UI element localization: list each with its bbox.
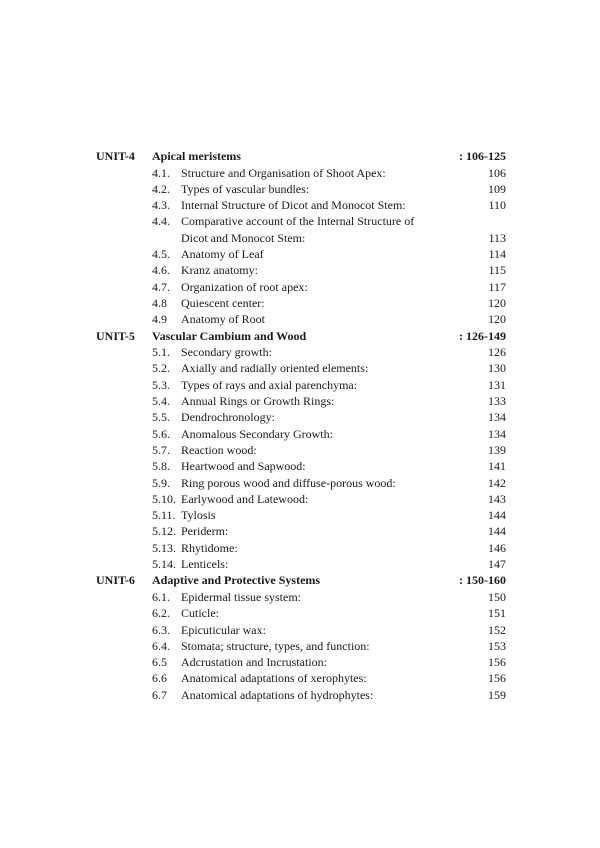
entry-title: Anatomical adaptations of xerophytes: [181, 671, 367, 686]
entry-title: Epicuticular wax: [181, 622, 266, 637]
entry-title: Quiescent center: [181, 295, 265, 310]
entry-title: Dendrochronology: [181, 410, 275, 425]
table-of-contents [96, 148, 506, 703]
unit-title: Adaptive and Protective Systems [152, 573, 321, 588]
entry-page: 147 [488, 557, 506, 572]
unit-section [96, 572, 506, 703]
entry-number: 6.1. [152, 589, 170, 604]
entry-page: 109 [488, 181, 506, 196]
entry-number: 5.10. [152, 491, 176, 506]
entry-title: Kranz anatomy: [181, 263, 258, 278]
toc-entry [96, 491, 506, 507]
entry-page: 130 [488, 361, 506, 376]
entry-title: Types of rays and axial parenchyma: [181, 377, 358, 392]
toc-entry [96, 442, 506, 458]
toc-entry [96, 393, 506, 409]
unit-heading [96, 572, 506, 589]
toc-entry [96, 409, 506, 425]
entry-page: 131 [488, 377, 506, 392]
entry-number: 5.7. [152, 442, 170, 457]
toc-entry [96, 295, 506, 311]
toc-entry [96, 165, 506, 181]
entry-page: 106 [488, 165, 506, 180]
entry-title: Anatomy of Root [181, 312, 265, 327]
entry-title: Epidermal tissue system: [181, 589, 301, 604]
entry-title: Annual Rings or Growth Rings: [181, 394, 335, 409]
entry-page: 152 [488, 622, 506, 637]
entry-number: 5.3. [152, 377, 170, 392]
toc-entry [96, 556, 506, 572]
entry-title: Organization of root apex: [181, 279, 308, 294]
entry-title: Ring porous wood and diffuse-porous wood: [181, 475, 396, 490]
entry-number: 5.1. [152, 345, 170, 360]
entry-page: 153 [488, 638, 506, 653]
entry-number: 6.3. [152, 622, 170, 637]
entry-number: 5.6. [152, 426, 170, 441]
entry-number: 4.1. [152, 165, 170, 180]
toc-entry [96, 181, 506, 197]
entry-number: 5.9. [152, 475, 170, 490]
entry-title: Earlywood and Latewood: [181, 491, 309, 506]
toc-entry [96, 638, 506, 654]
entry-title: Types of vascular bundles: [181, 181, 310, 196]
unit-section [96, 148, 506, 328]
toc-entry [96, 654, 506, 670]
entry-title: Comparative account of the Internal Structure of [181, 214, 415, 229]
unit-range: : 150-160 [459, 573, 506, 588]
toc-entry [96, 344, 506, 360]
entry-number: 4.5. [152, 247, 170, 262]
entry-number: 5.12. [152, 524, 176, 539]
entry-page: 134 [488, 410, 506, 425]
unit-range: : 126-149 [459, 328, 506, 343]
entry-number: 4.9 [152, 312, 167, 327]
unit-label: UNIT-6 [96, 573, 135, 588]
entry-title: Anatomical adaptations of hydrophytes: [181, 687, 374, 702]
entry-number: 6.6 [152, 671, 167, 686]
entry-page: 151 [488, 606, 506, 621]
entry-number: 6.2. [152, 606, 170, 621]
entry-number: 4.6. [152, 263, 170, 278]
entry-page: 159 [488, 687, 506, 702]
entry-page: 141 [488, 459, 506, 474]
toc-entry [96, 622, 506, 638]
entry-number: 4.2. [152, 181, 170, 196]
entry-title: Rhytidome: [181, 540, 238, 555]
entry-title: Secondary growth: [181, 345, 272, 360]
entry-page: 143 [488, 491, 506, 506]
toc-entry [96, 670, 506, 686]
entry-page: 139 [488, 442, 506, 457]
entry-number: 5.8. [152, 459, 170, 474]
entry-number: 4.3. [152, 198, 170, 213]
toc-entry [96, 426, 506, 442]
entry-title: Cuticle: [181, 606, 219, 621]
toc-entry [96, 311, 506, 327]
entry-number: 5.14. [152, 557, 176, 572]
unit-title: Vascular Cambium and Wood [152, 328, 307, 343]
toc-entry [96, 589, 506, 605]
toc-entry [96, 262, 506, 278]
toc-entry [96, 605, 506, 621]
entry-number: 4.4. [152, 214, 170, 229]
entry-title: Adcrustation and Incrustation: [181, 655, 327, 670]
entry-number: 5.11. [152, 508, 176, 523]
entry-page: 134 [488, 426, 506, 441]
entry-number: 4.8 [152, 295, 167, 310]
toc-entry [96, 687, 506, 703]
unit-label: UNIT-5 [96, 328, 135, 343]
entry-number: 6.5 [152, 655, 167, 670]
entry-page: 144 [488, 508, 506, 523]
entry-number: 6.7 [152, 687, 167, 702]
entry-number: 5.4. [152, 394, 170, 409]
entry-number: 6.4. [152, 638, 170, 653]
entry-title: Anatomy of Leaf [181, 247, 264, 262]
unit-heading [96, 148, 506, 165]
entry-number: 5.5. [152, 410, 170, 425]
toc-entry [96, 246, 506, 262]
entry-number: 4.7. [152, 279, 170, 294]
unit-title: Apical meristems [152, 149, 241, 163]
toc-entry [96, 213, 506, 229]
entry-page: 126 [488, 345, 506, 360]
entry-page: 113 [488, 230, 506, 245]
entry-page: 115 [488, 263, 506, 278]
entry-title: Internal Structure of Dicot and Monocot Stem: [181, 198, 406, 213]
entry-title: Tylosis [181, 508, 216, 523]
entry-title: Reaction wood: [181, 442, 257, 457]
unit-label: UNIT-4 [96, 149, 135, 163]
entry-page: 150 [488, 589, 506, 604]
entry-number: 5.2. [152, 361, 170, 376]
entry-title: Structure and Organisation of Shoot Apex: [181, 165, 386, 180]
toc-entry [96, 230, 506, 246]
entry-title: Stomata; structure, types, and function: [181, 638, 370, 653]
entry-title: Anomalous Secondary Growth: [181, 426, 333, 441]
entry-page: 120 [488, 295, 506, 310]
entry-page: 146 [488, 540, 506, 555]
entry-page: 110 [488, 198, 506, 213]
toc-entry [96, 540, 506, 556]
entry-title: Periderm: [181, 524, 229, 539]
entry-page: 156 [488, 655, 506, 670]
toc-entry [96, 475, 506, 491]
entry-title: Axially and radially oriented elements: [181, 361, 369, 376]
unit-section [96, 328, 506, 573]
unit-heading [96, 328, 506, 345]
toc-entry [96, 360, 506, 376]
entry-title: Dicot and Monocot Stem: [181, 230, 306, 245]
unit-range: : 106-125 [459, 149, 506, 163]
entry-title: Lenticels: [181, 557, 229, 572]
toc-entry [96, 523, 506, 539]
entry-number: 5.13. [152, 540, 176, 555]
entry-page: 120 [488, 312, 506, 327]
entry-title: Heartwood and Sapwood: [181, 459, 306, 474]
entry-page: 114 [488, 247, 506, 262]
toc-entry [96, 458, 506, 474]
entry-page: 142 [488, 475, 506, 490]
toc-entry [96, 377, 506, 393]
toc-entry [96, 197, 506, 213]
toc-entry [96, 507, 506, 523]
entry-page: 144 [488, 524, 506, 539]
entry-page: 156 [488, 671, 506, 686]
entry-page: 133 [488, 394, 506, 409]
toc-entry [96, 279, 506, 295]
entry-page: 117 [488, 279, 506, 294]
